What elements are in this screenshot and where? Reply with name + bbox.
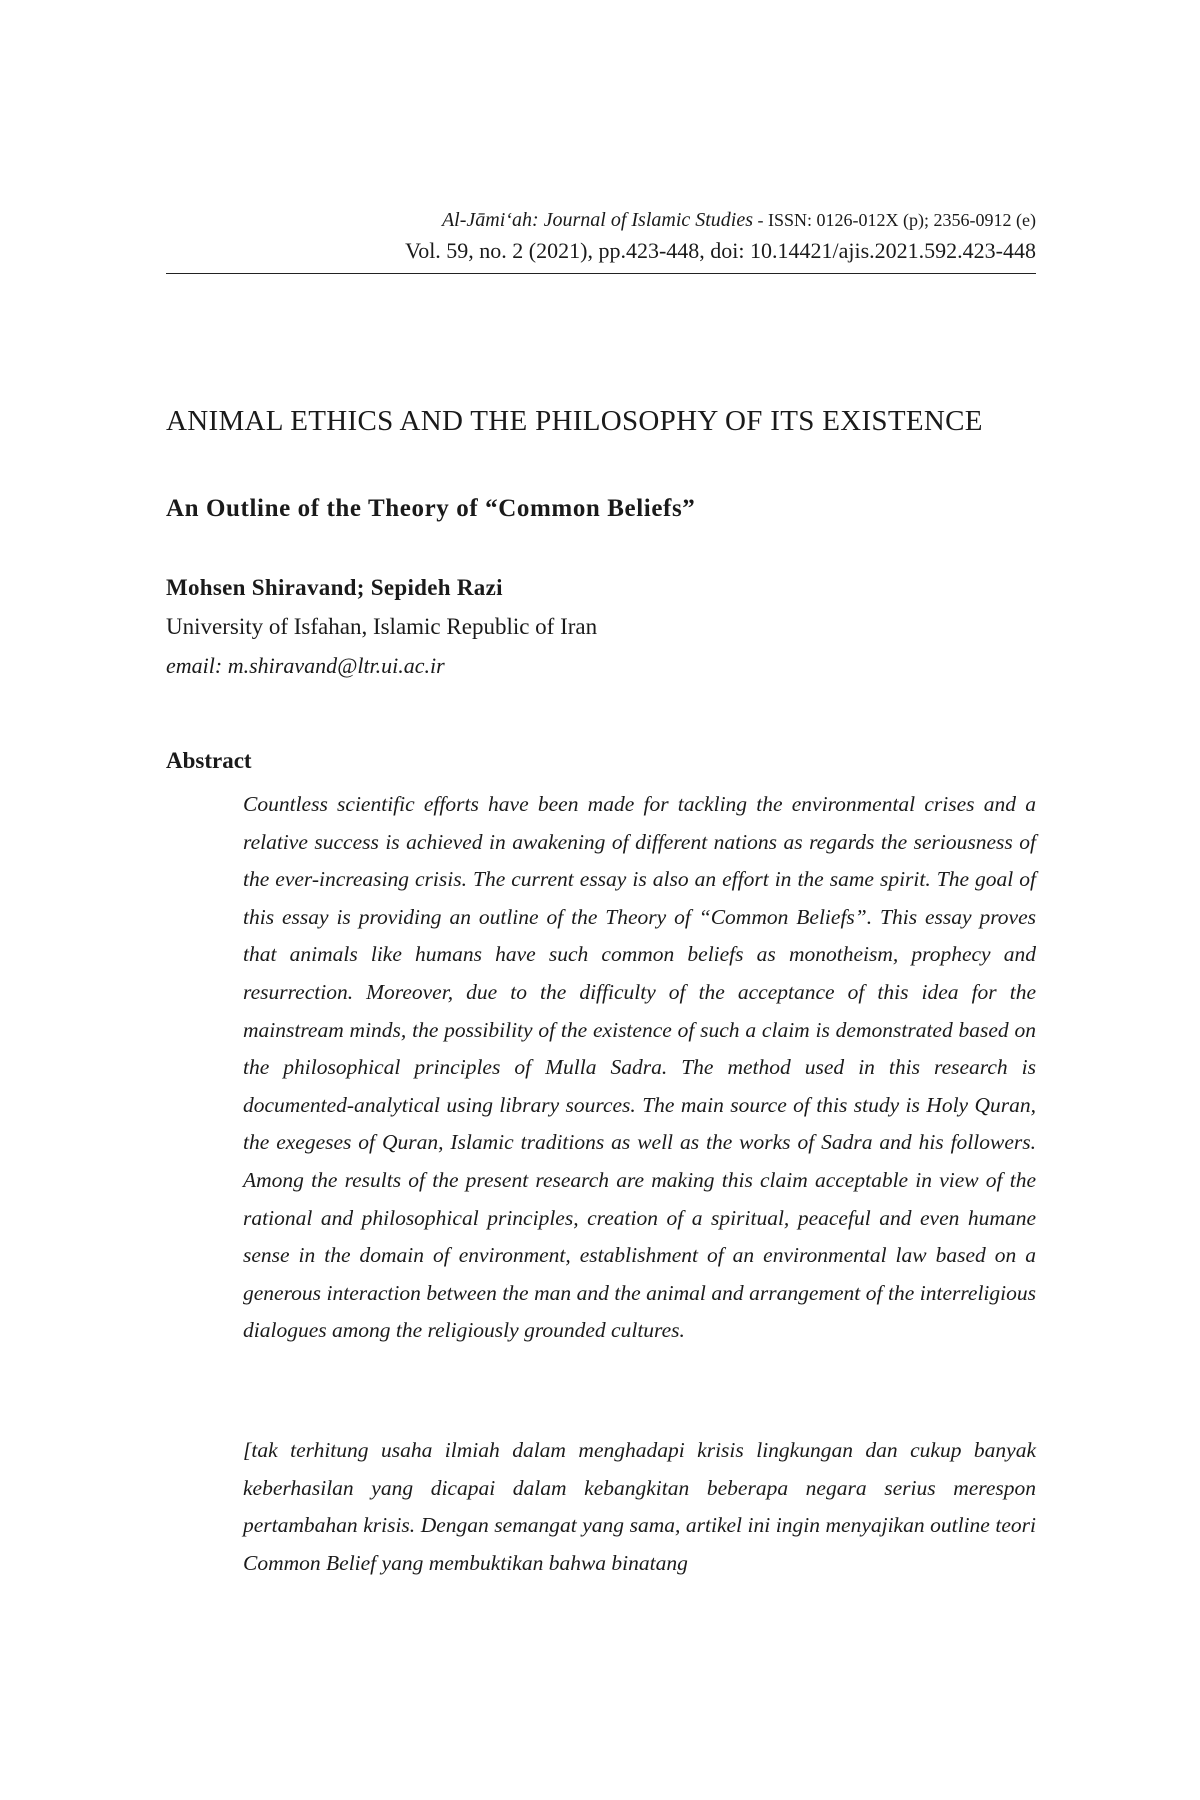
author-email: email: m.shiravand@ltr.ui.ac.ir <box>166 653 445 678</box>
abstract-heading: Abstract <box>166 748 252 773</box>
volume-doi-line: Vol. 59, no. 2 (2021), pp.423-448, doi: 10.14421/ajis.2021.592.423-448 <box>405 238 1036 263</box>
article-title: ANIMAL ETHICS AND THE PHILOSOPHY OF ITS EXISTENCE <box>166 405 983 437</box>
running-header <box>166 205 1036 274</box>
article-subtitle: An Outline of the Theory of “Common Beliefs” <box>166 495 696 522</box>
journal-name: Al-Jāmi‘ah: Journal of Islamic Studies <box>441 209 754 231</box>
abstract-indonesian: [tak terhitung usaha ilmiah dalam menghadapi krisis lingkungan dan cukup banyak keberhasilan yang dicapai dalam kebangkitan beberapa negara serius merespon pertambahan krisis. Dengan semangat yang sama, artikel ini ingin menyajikan outline teori Common Belief yang membuktikan bahwa binatang <box>243 1438 1036 1575</box>
journal-info-line <box>166 205 1036 235</box>
author-names: Mohsen Shiravand; Sepideh Razi <box>166 575 503 600</box>
author-affiliation: University of Isfahan, Islamic Republic of Iran <box>166 614 598 639</box>
issn-text: - ISSN: 0126-012X (p); 2356-0912 (e) <box>753 210 1036 230</box>
abstract-english: Countless scientific efforts have been made for tackling the environmental crises and a relative success is achieved in awakening of different nations as regards the seriousness of the ever-increasing crisis. The current essay is also an effort in the same spirit. The goal of this essay is providing an outline of the Theory of “Common Beliefs”. This essay proves that animals like humans have such common beliefs as monotheism, prophecy and resurrection. Moreover, due to the difficulty of the acceptance of this idea for the mainstream minds, the possibility of the existence of such a claim is demonstrated based on the philosophical principles of Mulla Sadra. The method used in this research is documented-analytical using library sources. The main source of this study is Holy Quran, the exegeses of Quran, Islamic traditions as well as the works of Sadra and his followers. Among the results of the present research are making this claim acceptable in view of the rational and philosophical principles, creation of a spiritual, peaceful and even humane sense in the domain of environment, establishment of an environmental law based on a generous interaction between the man and the animal and arrangement of the interreligious dialogues among the religiously grounded cultures. <box>243 792 1036 1343</box>
